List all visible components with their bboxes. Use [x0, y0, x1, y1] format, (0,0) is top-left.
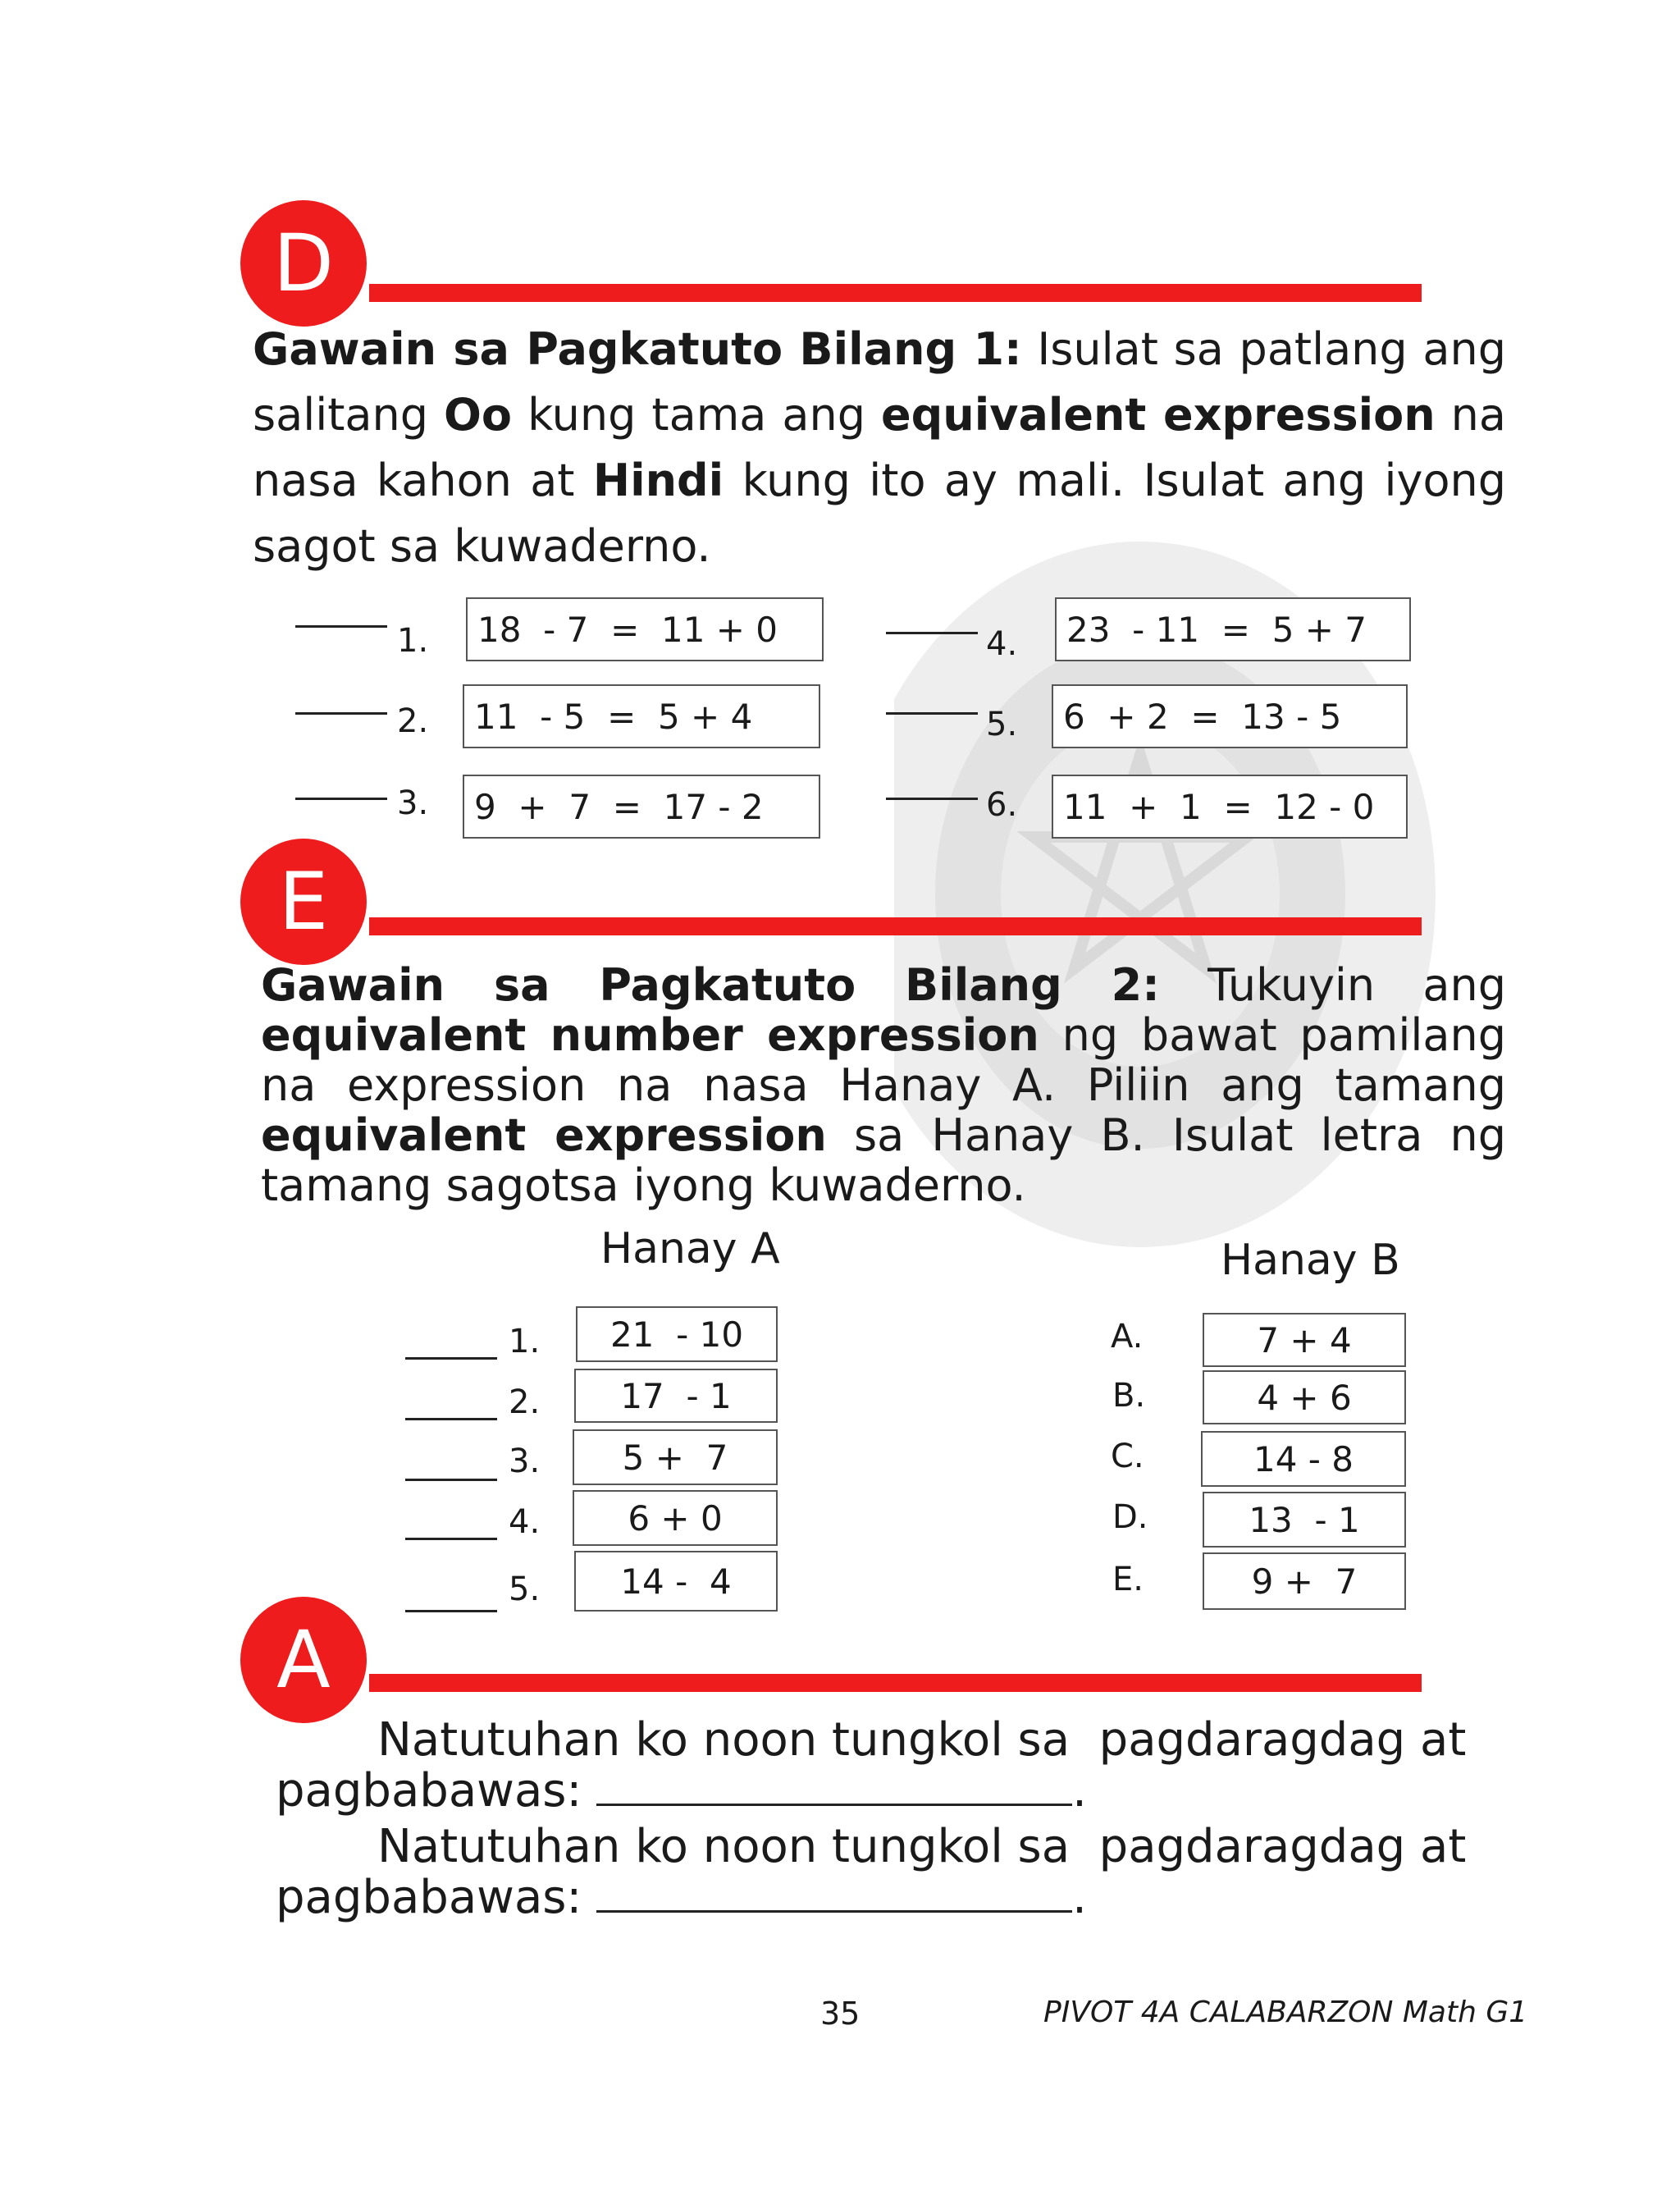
footer-source: PIVOT 4A CALABARZON Math G1: [1043, 1996, 1528, 2029]
section-e-divider: [369, 917, 1422, 935]
page-number: 35: [820, 1996, 861, 2032]
reflection-line-2: pagbabawas: .: [276, 1764, 1087, 1817]
item-number: 5.: [986, 706, 1018, 743]
reflection-line-3: Natutuhan ko noon tungkol sa pagdaragdag at: [377, 1820, 1467, 1873]
answer-blank-5[interactable]: [886, 712, 978, 715]
activity-1-instructions: Gawain sa Pagkatuto Bilang 1: Isulat sa patlang ang salitang Oo kung tama ang equivalent expression na nasa kahon at Hindi kung ito ay mali. Isulat ang iyong sagot sa kuwaderno.: [253, 323, 1507, 572]
item-number: 4.: [509, 1503, 541, 1541]
expression-box: 6 + 2 = 13 - 5: [1052, 684, 1408, 748]
choice-letter: A.: [1111, 1318, 1144, 1356]
item-number: 2.: [509, 1383, 541, 1421]
choice-box: 9 + 7: [1203, 1552, 1406, 1610]
expression-box: 9 + 7 = 17 - 2: [463, 775, 820, 839]
answer-blank-2[interactable]: [295, 712, 387, 715]
column-b-header: Hanay B: [1221, 1236, 1400, 1285]
choice-letter: B.: [1112, 1377, 1146, 1415]
reflection-line-4: pagbabawas: .: [276, 1871, 1087, 1924]
choice-letter: D.: [1112, 1498, 1148, 1536]
item-number: 2.: [397, 702, 429, 740]
expression-box: 14 - 4: [574, 1551, 778, 1612]
expression-box: 6 + 0: [573, 1490, 778, 1546]
section-d-divider: [369, 284, 1422, 302]
choice-letter: C.: [1111, 1438, 1144, 1475]
choice-letter: E.: [1112, 1561, 1144, 1598]
item-number: 6.: [986, 786, 1018, 824]
answer-blank-a1[interactable]: [405, 1357, 497, 1360]
reflection-line-1: Natutuhan ko noon tungkol sa pagdaragdag at: [377, 1713, 1467, 1767]
expression-box: 18 - 7 = 11 + 0: [466, 597, 824, 661]
item-number: 4.: [986, 625, 1018, 663]
answer-blank-3[interactable]: [295, 798, 387, 800]
choice-box: 4 + 6: [1203, 1370, 1406, 1424]
answer-blank-4[interactable]: [886, 632, 978, 634]
reflection-blank-2[interactable]: [596, 1869, 1072, 1913]
answer-blank-a3[interactable]: [405, 1479, 497, 1481]
choice-box: 14 - 8: [1201, 1431, 1406, 1487]
item-number: 1.: [397, 622, 429, 660]
answer-blank-6[interactable]: [886, 798, 978, 800]
answer-blank-1[interactable]: [295, 625, 387, 628]
expression-box: 21 - 10: [576, 1306, 778, 1362]
answer-blank-a2[interactable]: [405, 1418, 497, 1420]
item-number: 1.: [509, 1323, 541, 1360]
item-number: 5.: [509, 1570, 541, 1608]
column-a-header: Hanay A: [600, 1224, 780, 1273]
expression-box: 11 - 5 = 5 + 4: [463, 684, 820, 748]
choice-box: 7 + 4: [1203, 1313, 1406, 1367]
activity-2-instructions: Gawain sa Pagkatuto Bilang 2: Tukuyin ang equivalent number expression ng bawat pamilang na expression na nasa Hanay A. Piliin ang tamang equivalent expression sa Hanay B. Isulat letra ng tamang sagotsa iyong kuwaderno.: [261, 959, 1506, 1211]
section-a-badge: A: [240, 1597, 367, 1723]
activity-2-title: Gawain sa Pagkatuto Bilang 2:: [261, 959, 1160, 1011]
section-a-divider: [369, 1674, 1422, 1692]
reflection-blank-1[interactable]: [596, 1763, 1072, 1806]
expression-box: 17 - 1: [574, 1369, 778, 1423]
section-d-badge: D: [240, 200, 367, 327]
expression-box: 11 + 1 = 12 - 0: [1052, 775, 1408, 839]
expression-box: 23 - 11 = 5 + 7: [1055, 597, 1411, 661]
answer-blank-a5[interactable]: [405, 1610, 497, 1612]
expression-box: 5 + 7: [573, 1429, 778, 1485]
answer-blank-a4[interactable]: [405, 1538, 497, 1540]
section-e-badge: E: [240, 839, 367, 965]
choice-box: 13 - 1: [1203, 1492, 1406, 1548]
item-number: 3.: [509, 1442, 541, 1480]
activity-1-title: Gawain sa Pagkatuto Bilang 1:: [253, 323, 1022, 375]
item-number: 3.: [397, 784, 429, 822]
